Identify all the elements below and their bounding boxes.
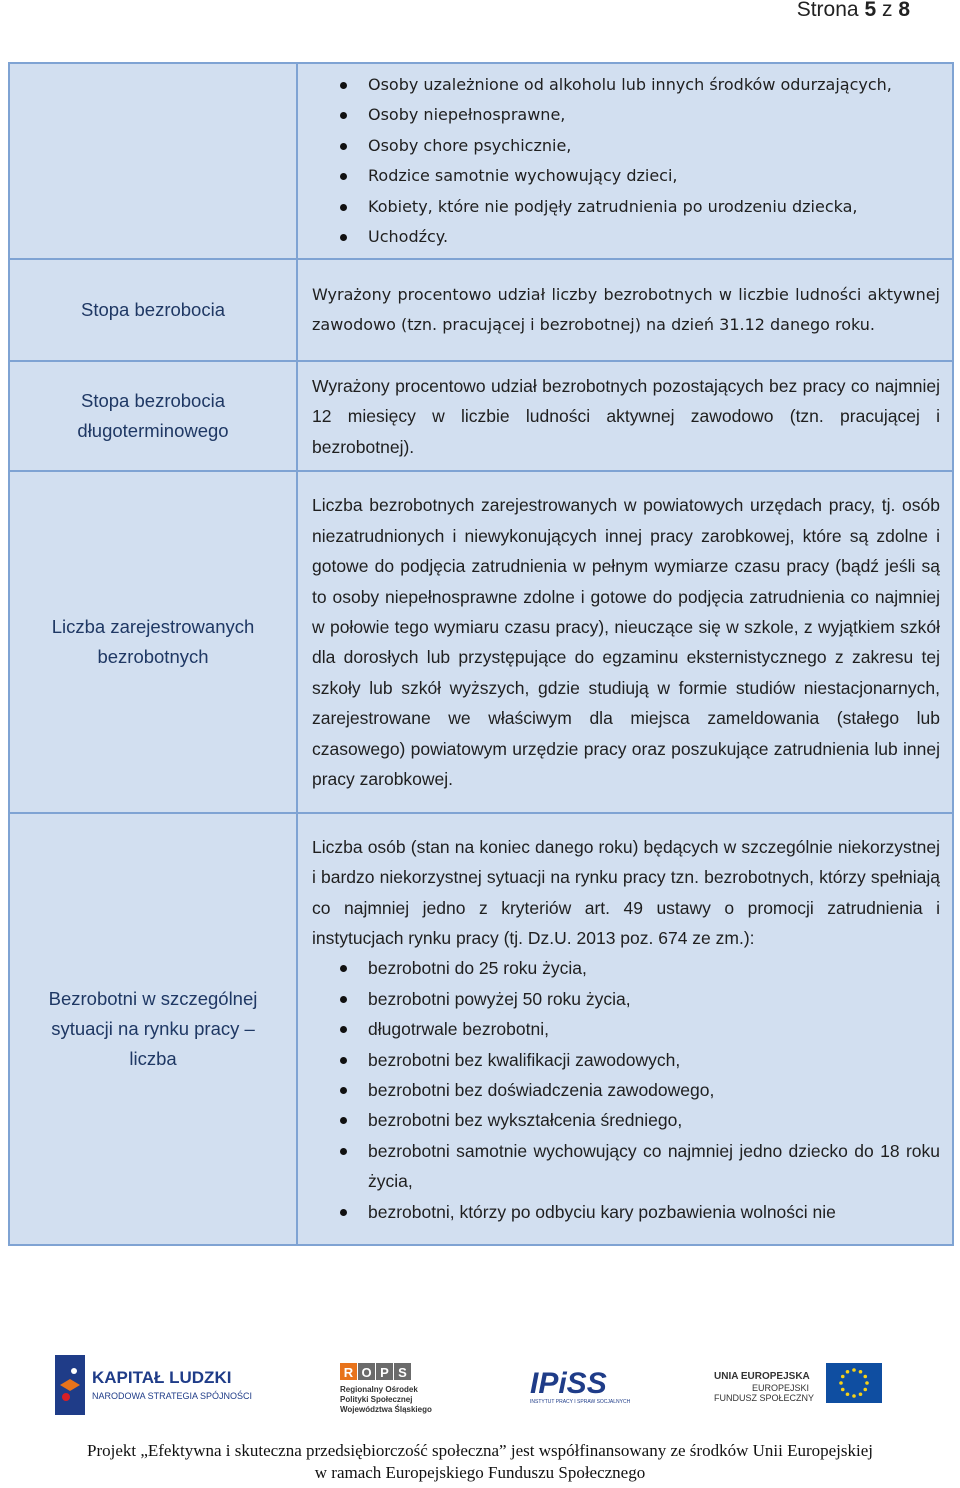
list-item: bezrobotni samotnie wychowujący co najmniej jedno dziecko do 18 roku życia, — [312, 1136, 940, 1197]
definition-text: Wyrażony procentowo udział liczby bezrobotnych w liczbie ludności aktywnej zawodowo (tzn. pracującej i bezrobotnej) na dzień 31.12 danego roku. — [312, 285, 940, 335]
table-row — [9, 471, 953, 813]
eu-star — [846, 1370, 850, 1374]
definition-text: Liczba bezrobotnych zarejestrowanych w powiatowych urzędach pracy, tj. osób niezatrudnionych i niewykonujących innej pracy zarobkowej, które są zdolne i gotowe do podjęcia zatrudnienia w pełnym wymiarze czasu pracy (bądź jeśli są to osoby niepełnosprawne zdolne i gotowe do podjęcia zatrudnienia co najmniej w połowie tego wymiaru czasu pracy), nieuczące się w szkole, z wyjątkiem szkół dla dorosłych lub przystępujące do egzaminu eksternistycznego z zakresu tej szkoły lub szkół wyższych, gdzie studiują w formie studiów niestacjonarnych, zarejestrowane we właściwym dla miejsca zameldowania (stałego lub czasowego) powiatowym urzędzie pracy oraz poszukujące zatrudnienia lub innej pracy zarobkowej. — [312, 495, 940, 790]
partner-logos — [0, 1345, 960, 1425]
row-label — [9, 471, 297, 813]
ipiss-logo — [530, 1367, 631, 1405]
list-item: bezrobotni, którzy po odbyciu kary pozbawienia wolności nie — [312, 1197, 940, 1227]
page-prefix: Strona — [796, 0, 859, 21]
list-item: długotrwale bezrobotni, — [312, 1014, 940, 1044]
category-list — [312, 70, 940, 252]
label-line: Bezrobotni w szczególnej — [48, 988, 258, 1010]
rops-letter: R — [343, 1365, 354, 1380]
list-item: bezrobotni powyżej 50 roku życia, — [312, 984, 940, 1014]
eu-star — [846, 1392, 850, 1396]
table-row — [9, 813, 953, 1245]
rops-line: Województwa Śląskiego — [340, 1405, 432, 1414]
rops-line: Polityki Społecznej — [340, 1395, 413, 1404]
page-total: 8 — [898, 0, 910, 21]
row-label — [9, 361, 297, 471]
table-row — [9, 63, 953, 259]
list-item: Uchodźcy. — [312, 222, 940, 252]
footer — [0, 1440, 960, 1484]
ue-line: FUNDUSZ SPOŁECZNY — [714, 1393, 815, 1403]
ipiss-name: IPiSS — [530, 1367, 607, 1400]
list-item: Osoby niepełnosprawne, — [312, 100, 940, 130]
kapital-ludzki-logo — [55, 1355, 252, 1415]
row-content — [297, 259, 953, 361]
label-line: liczba — [129, 1048, 177, 1070]
ue-line: UNIA EUROPEJSKA — [714, 1371, 810, 1382]
row-content — [297, 813, 953, 1245]
table-row — [9, 259, 953, 361]
row-label: Stopa bezrobocia — [9, 259, 297, 361]
list-item: bezrobotni do 25 roku życia, — [312, 953, 940, 983]
eu-star — [863, 1388, 867, 1392]
eu-star — [852, 1394, 856, 1398]
label-line: długoterminowego — [77, 420, 229, 442]
list-item: bezrobotni bez kwalifikacji zawodowych, — [312, 1045, 940, 1075]
eu-star — [841, 1375, 845, 1379]
rops-letter: P — [380, 1365, 389, 1380]
criteria-list — [312, 953, 940, 1227]
list-item: Osoby uzależnione od alkoholu lub innych środków odurzających, — [312, 70, 940, 100]
rops-line: Regionalny Ośrodek — [340, 1385, 418, 1394]
definitions-table — [8, 62, 954, 1246]
table-row — [9, 361, 953, 471]
ipiss-sub: INSTYTUT PRACY I SPRAW SOCJALNYCH — [530, 1399, 631, 1405]
eu-star — [865, 1381, 869, 1385]
page-sep: z — [881, 0, 893, 21]
ue-line: EUROPEJSKI — [752, 1383, 810, 1393]
footer-line: w ramach Europejskiego Funduszu Społecznego — [314, 1463, 646, 1482]
list-item: Osoby chore psychicznie, — [312, 131, 940, 161]
row-content — [297, 361, 953, 471]
row-content — [297, 471, 953, 813]
row-content — [297, 63, 953, 259]
label-line: Liczba zarejestrowanych — [51, 616, 255, 638]
row-label — [9, 813, 297, 1245]
rops-logo — [340, 1363, 432, 1414]
row-label — [9, 63, 297, 259]
list-item: Kobiety, które nie podjęły zatrudnienia po urodzeniu dziecka, — [312, 192, 940, 222]
page-number — [797, 0, 910, 22]
eu-star — [863, 1375, 867, 1379]
label-line: sytuacji na rynku pracy – — [51, 1018, 255, 1040]
definition-text: Wyrażony procentowo udział bezrobotnych pozostających bez pracy co najmniej 12 miesięcy w liczbie ludności aktywnej zawodowo (tzn. pracującej i bezrobotnej). — [312, 375, 940, 457]
list-item: bezrobotni bez wykształcenia średniego, — [312, 1105, 940, 1135]
eu-star — [841, 1388, 845, 1392]
definition-text: Liczba osób (stan na koniec danego roku) będących w szczególnie niekorzystnej i bardzo niekorzystnej sytuacji na rynku pracy tzn. bezrobotnych, którzy spełniają co najmniej jedno z kryteriów art. 49 ustawy o promocji zatrudnienia i instytucjach rynku pracy (tj. Dz.U. 2013 poz. 674 ze zm.): — [312, 836, 940, 949]
kl-sub: NARODOWA STRATEGIA SPÓJNOŚCI — [92, 1391, 253, 1401]
list-item: bezrobotni bez doświadczenia zawodowego, — [312, 1075, 940, 1105]
label-line: bezrobotnych — [97, 646, 209, 668]
eu-star — [859, 1392, 863, 1396]
rops-letter: O — [361, 1365, 372, 1380]
eu-star — [852, 1368, 856, 1372]
eu-logo — [714, 1363, 882, 1403]
eu-star — [859, 1370, 863, 1374]
eu-star — [839, 1381, 843, 1385]
rops-letter: S — [398, 1365, 407, 1380]
page-current: 5 — [864, 0, 877, 21]
list-item: Rodzice samotnie wychowujący dzieci, — [312, 161, 940, 191]
kl-name: KAPITAŁ LUDZKI — [92, 1368, 232, 1387]
footer-line: Projekt „Efektywna i skuteczna przedsiębiorczość społeczna” jest współfinansowany ze środków Unii Europejskiej — [86, 1441, 873, 1460]
label-line: Stopa bezrobocia — [81, 390, 225, 412]
